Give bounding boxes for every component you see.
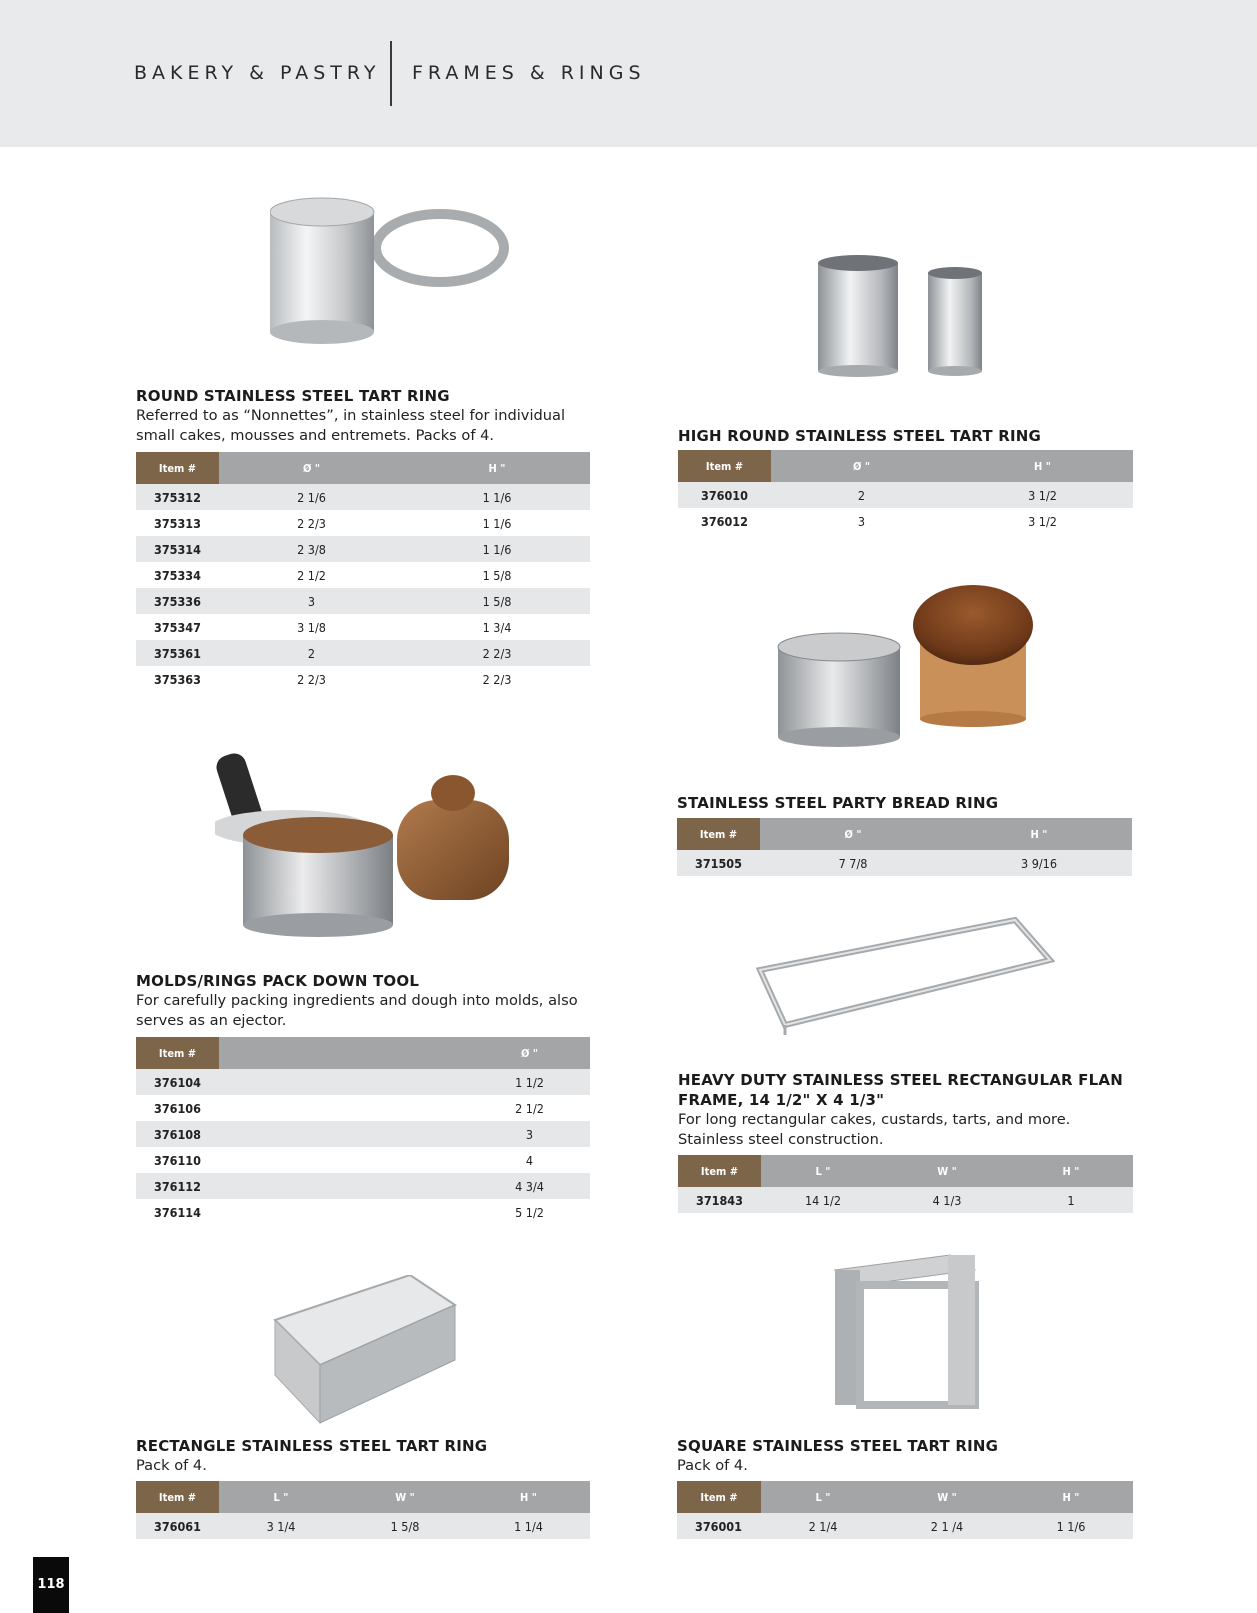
- diameter: 5 1/2: [515, 1204, 544, 1220]
- col-header-diameter: Ø ": [760, 818, 946, 850]
- width: 2 1 /4: [885, 1513, 1009, 1539]
- round-tart-ring-table: [136, 452, 590, 692]
- pack-down-tool-desc-2: serves as an ejector.: [136, 1012, 287, 1029]
- diameter: 4 3/4: [469, 1173, 590, 1199]
- col-header-height: H ": [952, 450, 1133, 482]
- item-number: 376106: [154, 1100, 201, 1116]
- col-header-item: Item #: [677, 818, 760, 850]
- height: 1 1/6: [404, 536, 590, 562]
- col-header-length: L ": [761, 1155, 885, 1187]
- length: 2 1/4: [761, 1513, 885, 1539]
- diameter: 4: [525, 1152, 534, 1168]
- diameter: 2 3/8: [219, 536, 404, 562]
- diameter: 2: [219, 640, 404, 666]
- flan-frame-section: [678, 1070, 1133, 1213]
- height: 1 1/6: [1009, 1513, 1133, 1539]
- height: 3 9/16: [946, 850, 1132, 876]
- col-header-diameter: Ø ": [771, 450, 952, 482]
- height: 3 1/2: [952, 482, 1133, 508]
- diameter: 2 1/2: [297, 567, 326, 583]
- diameter: 2 1/6: [219, 484, 404, 510]
- table-row: [678, 482, 1133, 508]
- diameter: 3: [469, 1121, 590, 1147]
- height: 1 5/8: [482, 567, 512, 583]
- high-round-tart-ring-title: HIGH ROUND STAINLESS STEEL TART RING: [678, 427, 1042, 445]
- item-number: 375314: [136, 536, 219, 562]
- round-tart-ring-desc-2: small cakes, mousses and entremets. Packs of 4.: [136, 427, 495, 444]
- col-header-length: L ": [219, 1481, 343, 1513]
- diameter: 2 1/2: [515, 1100, 544, 1116]
- rectangle-tart-ring-desc: Pack of 4.: [136, 1457, 207, 1474]
- height: 2 2/3: [482, 671, 512, 687]
- table-row: [136, 484, 590, 510]
- col-header-diameter: Ø ": [219, 452, 404, 484]
- round-tart-ring-desc-1: Referred to as “Nonnettes”, in stainless steel for individual: [136, 407, 566, 424]
- pack-down-tool-section: [136, 971, 590, 1225]
- flan-frame-photo: [755, 915, 1055, 1035]
- table-row: [136, 562, 590, 588]
- item-number: 375347: [154, 619, 201, 635]
- table-row: [136, 1095, 590, 1121]
- item-number: 375312: [136, 484, 219, 510]
- square-tart-ring-desc: Pack of 4.: [677, 1457, 748, 1474]
- col-header-item: Item #: [136, 1037, 219, 1069]
- diameter: 1 1/2: [469, 1069, 590, 1095]
- high-round-tart-ring-table: [678, 450, 1133, 534]
- height: 1 1/4: [467, 1513, 590, 1539]
- flan-frame-title-2: FRAME, 14 1/2" X 4 1/3": [678, 1091, 885, 1109]
- table-row: [677, 1513, 1133, 1539]
- party-bread-ring-table: [677, 818, 1132, 876]
- item-number: 376110: [154, 1152, 201, 1168]
- table-row: [136, 666, 590, 692]
- table-row: [136, 510, 590, 536]
- pack-down-tool-desc-1: For carefully packing ingredients and dough into molds, also: [136, 992, 578, 1009]
- party-bread-ring-photo: [770, 585, 1040, 755]
- table-row: [136, 1173, 590, 1199]
- table-header-row: [677, 1481, 1133, 1513]
- item-number: 375334: [154, 567, 201, 583]
- col-header-height: H ": [946, 818, 1132, 850]
- table-row: [136, 1147, 590, 1173]
- item-number: 375361: [136, 640, 219, 666]
- table-row: [136, 1199, 590, 1225]
- flan-frame-desc-1: For long rectangular cakes, custards, tarts, and more.: [678, 1111, 1071, 1128]
- item-number: 375336: [136, 588, 219, 614]
- item-number: 376061: [136, 1513, 219, 1539]
- diameter: 3: [219, 588, 404, 614]
- header-divider: [390, 41, 392, 106]
- round-tart-ring-title: ROUND STAINLESS STEEL TART RING: [136, 387, 450, 405]
- rectangle-tart-ring-table: [136, 1481, 590, 1539]
- width: 1 5/8: [343, 1513, 467, 1539]
- item-number: 376104: [136, 1069, 219, 1095]
- table-row: [136, 614, 590, 640]
- round-tart-ring-section: [136, 386, 590, 692]
- width: 4 1/3: [885, 1187, 1009, 1213]
- col-header-item: Item #: [677, 1481, 761, 1513]
- table-row: [136, 588, 590, 614]
- height: 1: [1009, 1187, 1133, 1213]
- diameter: 2 2/3: [297, 515, 326, 531]
- rectangle-tart-ring-section: [136, 1436, 590, 1539]
- page-number: 118: [33, 1557, 69, 1613]
- col-header-width: W ": [885, 1481, 1009, 1513]
- length: 14 1/2: [761, 1187, 885, 1213]
- col-header-width: W ": [885, 1155, 1009, 1187]
- table-header-row: [136, 452, 590, 484]
- table-header-row: [677, 818, 1132, 850]
- table-row: [136, 1121, 590, 1147]
- pack-down-tool-table: [136, 1037, 590, 1225]
- category-title: BAKERY & PASTRY: [134, 62, 381, 84]
- diameter: 2: [771, 482, 952, 508]
- flan-frame-title-1: HEAVY DUTY STAINLESS STEEL RECTANGULAR FLAN: [678, 1071, 1123, 1089]
- item-number: 375313: [154, 515, 201, 531]
- height: 1 5/8: [404, 588, 590, 614]
- diameter: 3 1/8: [297, 619, 326, 635]
- party-bread-ring-section: [677, 793, 1132, 876]
- col-header-width: W ": [343, 1481, 467, 1513]
- col-header-diameter: Ø ": [469, 1037, 590, 1069]
- item-number: 376012: [701, 513, 748, 529]
- col-header-height: H ": [467, 1481, 590, 1513]
- col-header-height: H ": [404, 452, 590, 484]
- col-header-height: H ": [1009, 1481, 1133, 1513]
- height: 1 1/6: [482, 515, 512, 531]
- height: 2 2/3: [404, 640, 590, 666]
- square-tart-ring-section: [677, 1436, 1133, 1539]
- table-row: [136, 536, 590, 562]
- table-row: [678, 508, 1133, 534]
- rectangle-tart-ring-photo: [270, 1275, 460, 1425]
- diameter: 2 2/3: [297, 671, 326, 687]
- col-header-blank: [219, 1037, 469, 1069]
- table-header-row: [136, 1481, 590, 1513]
- item-number: 375363: [154, 671, 201, 687]
- pack-down-tool-title: MOLDS/RINGS PACK DOWN TOOL: [136, 972, 420, 990]
- table-row: [678, 1187, 1133, 1213]
- table-row: [136, 640, 590, 666]
- item-number: 376001: [677, 1513, 761, 1539]
- pack-down-tool-photo: [215, 745, 515, 940]
- diameter: 3: [857, 513, 866, 529]
- height: 1 3/4: [482, 619, 512, 635]
- height: 3 1/2: [1028, 513, 1057, 529]
- square-tart-ring-table: [677, 1481, 1133, 1539]
- table-header-row: [136, 1037, 590, 1069]
- round-tart-ring-photo: [270, 180, 510, 360]
- square-tart-ring-title: SQUARE STAINLESS STEEL TART RING: [677, 1437, 999, 1455]
- table-row: [136, 1069, 590, 1095]
- col-header-item: Item #: [136, 1481, 219, 1513]
- square-tart-ring-photo: [830, 1250, 980, 1420]
- item-number: 376010: [678, 482, 771, 508]
- item-number: 371505: [677, 850, 760, 876]
- col-header-item: Item #: [136, 452, 219, 484]
- col-header-length: L ": [761, 1481, 885, 1513]
- flan-frame-desc-2: Stainless steel construction.: [678, 1131, 884, 1148]
- col-header-height: H ": [1009, 1155, 1133, 1187]
- item-number: 376108: [136, 1121, 219, 1147]
- length: 3 1/4: [219, 1513, 343, 1539]
- table-row: [136, 1513, 590, 1539]
- item-number: 371843: [678, 1187, 761, 1213]
- item-number: 376112: [136, 1173, 219, 1199]
- table-row: [677, 850, 1132, 876]
- col-header-item: Item #: [678, 450, 771, 482]
- table-header-row: [678, 1155, 1133, 1187]
- rectangle-tart-ring-title: RECTANGLE STAINLESS STEEL TART RING: [136, 1437, 488, 1455]
- page-header: [0, 0, 1257, 147]
- party-bread-ring-title: STAINLESS STEEL PARTY BREAD RING: [677, 794, 999, 812]
- item-number: 376114: [154, 1204, 201, 1220]
- high-round-tart-ring-section: [678, 426, 1133, 534]
- flan-frame-table: [678, 1155, 1133, 1213]
- col-header-item: Item #: [678, 1155, 761, 1187]
- diameter: 7 7/8: [760, 850, 946, 876]
- height: 1 1/6: [404, 484, 590, 510]
- high-round-tart-ring-photo: [790, 255, 990, 385]
- subcategory-title: FRAMES & RINGS: [412, 62, 646, 84]
- table-header-row: [678, 450, 1133, 482]
